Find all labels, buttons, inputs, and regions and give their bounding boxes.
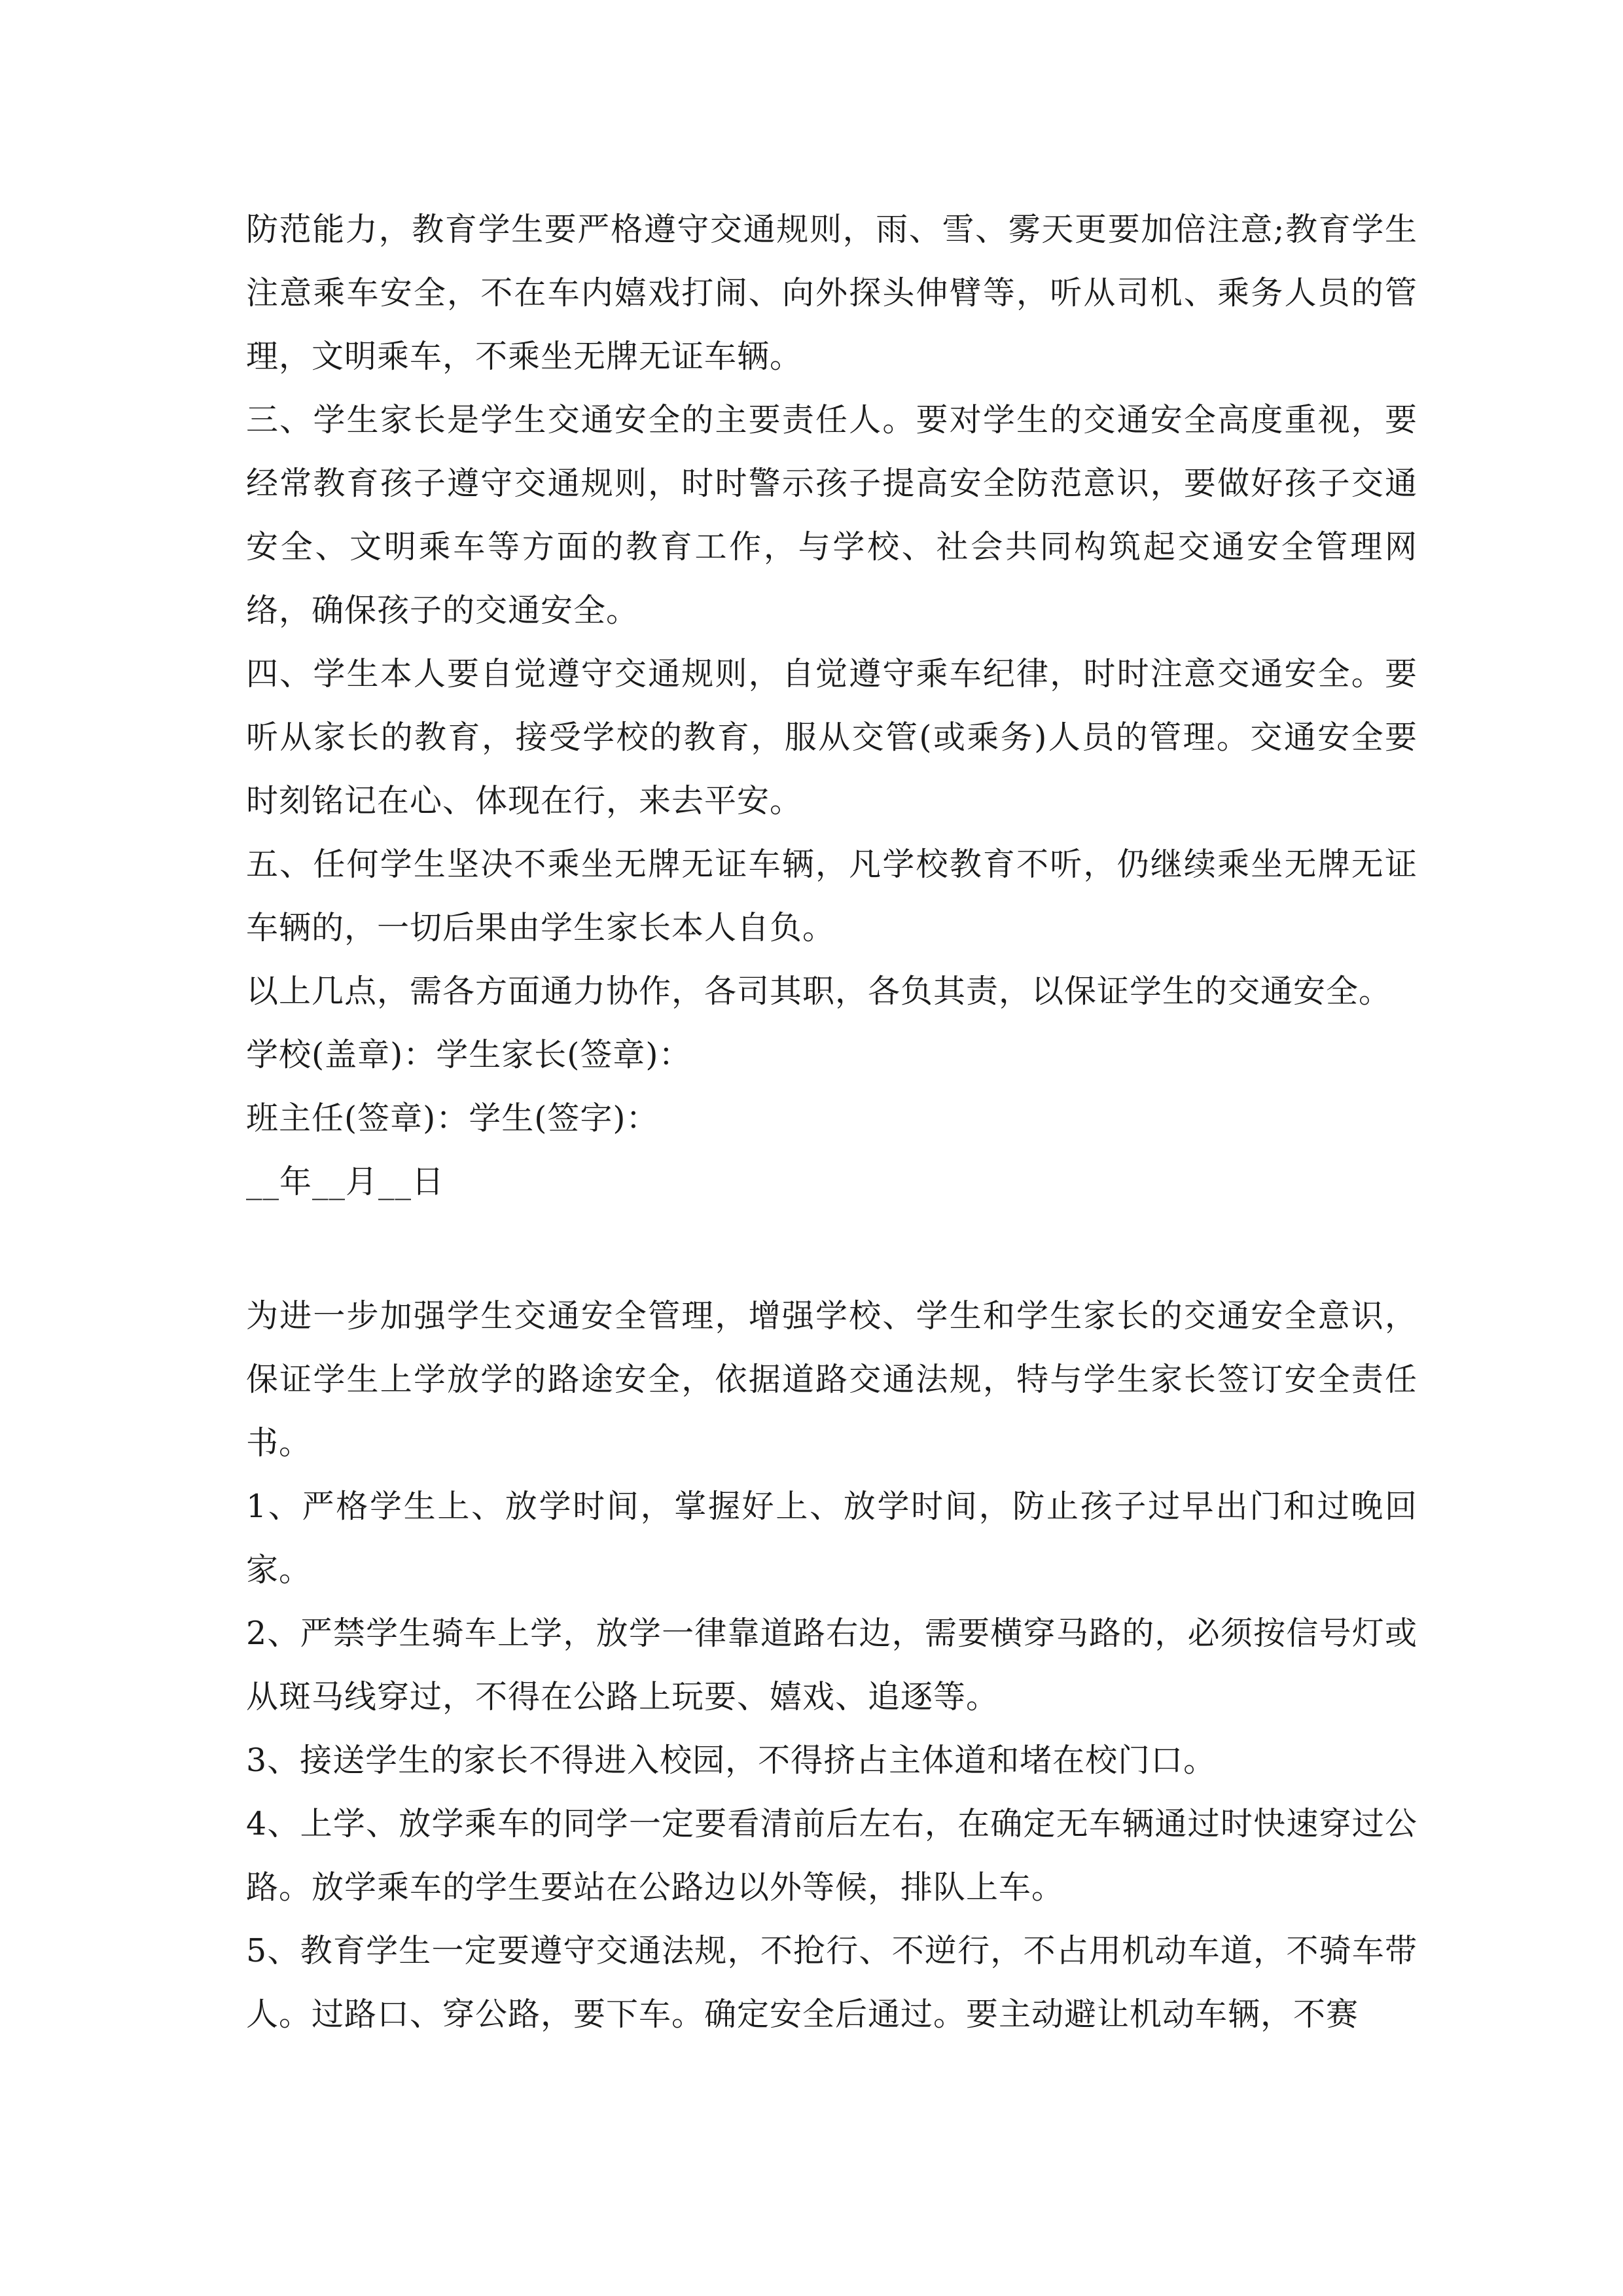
responsibility-terms-section (246, 198, 1418, 1213)
rule-item-4: 4、上学、放学乘车的同学一定要看清前后左右，在确定无车辆通过时快速穿过公路。放学乘车的学生要站在公路边以外等候，排队上车。 (246, 1805, 1418, 1906)
rule-item-1: 1、严格学生上、放学时间，掌握好上、放学时间，防止孩子过早出门和过晚回家。 (246, 1488, 1418, 1588)
paragraph-unlicensed-vehicles: 五、任何学生坚决不乘坐无牌无证车辆，凡学校教育不听，仍继续乘坐无牌无证车辆的，一切后果由学生家长本人自负。 (246, 846, 1418, 946)
paragraph-student-responsibility: 四、学生本人要自觉遵守交通规则，自觉遵守乘车纪律，时时注意交通安全。要听从家长的教育，接受学校的教育，服从交管(或乘务)人员的管理。交通安全要时刻铭记在心、体现在行，来去平安。 (246, 655, 1418, 819)
signature-line-school-parent: 学校(盖章)：学生家长(签章)： (246, 1036, 692, 1073)
paragraph-safety-education: 防范能力，教育学生要严格遵守交通规则，雨、雪、雾天更要加倍注意;教育学生注意乘车安全，不在车内嬉戏打闹、向外探头伸臂等，听从司机、乘务人员的管理，文明乘车，不乘坐无牌无证车辆。 (246, 211, 1418, 375)
paragraph-introduction: 为进一步加强学生交通安全管理，增强学校、学生和学生家长的交通安全意识，保证学生上学放学的路途安全，依据道路交通法规，特与学生家长签订安全责任书。 (246, 1297, 1418, 1462)
paragraph-parent-responsibility: 三、学生家长是学生交通安全的主要责任人。要对学生的交通安全高度重视，要经常教育孩子遵守交通规则，时时警示孩子提高安全防范意识，要做好孩子交通安全、文明乘车等方面的教育工作，与学校、社会共同构筑起交通安全管理网络，确保孩子的交通安全。 (246, 401, 1418, 629)
paragraph-conclusion: 以上几点，需各方面通力协作，各司其职，各负其责，以保证学生的交通安全。 (246, 973, 1392, 1010)
signature-line-teacher-student: 班主任(签章)：学生(签字)： (246, 1100, 659, 1137)
rule-item-3: 3、接送学生的家长不得进入校园，不得挤占主体道和堵在校门口。 (246, 1742, 1217, 1779)
rule-item-2: 2、严禁学生骑车上学，放学一律靠道路右边，需要横穿马路的，必须按信号灯或从斑马线穿过，不得在公路上玩要、嬉戏、追逐等。 (246, 1615, 1418, 1715)
date-line: __年__月__日 (246, 1163, 445, 1200)
rule-item-5: 5、教育学生一定要遵守交通法规，不抢行、不逆行，不占用机动车道，不骑车带人。过路口、穿公路，要下车。确定安全后通过。要主动避让机动车辆，不赛 (246, 1932, 1418, 2033)
second-agreement-section (246, 1284, 1418, 2046)
